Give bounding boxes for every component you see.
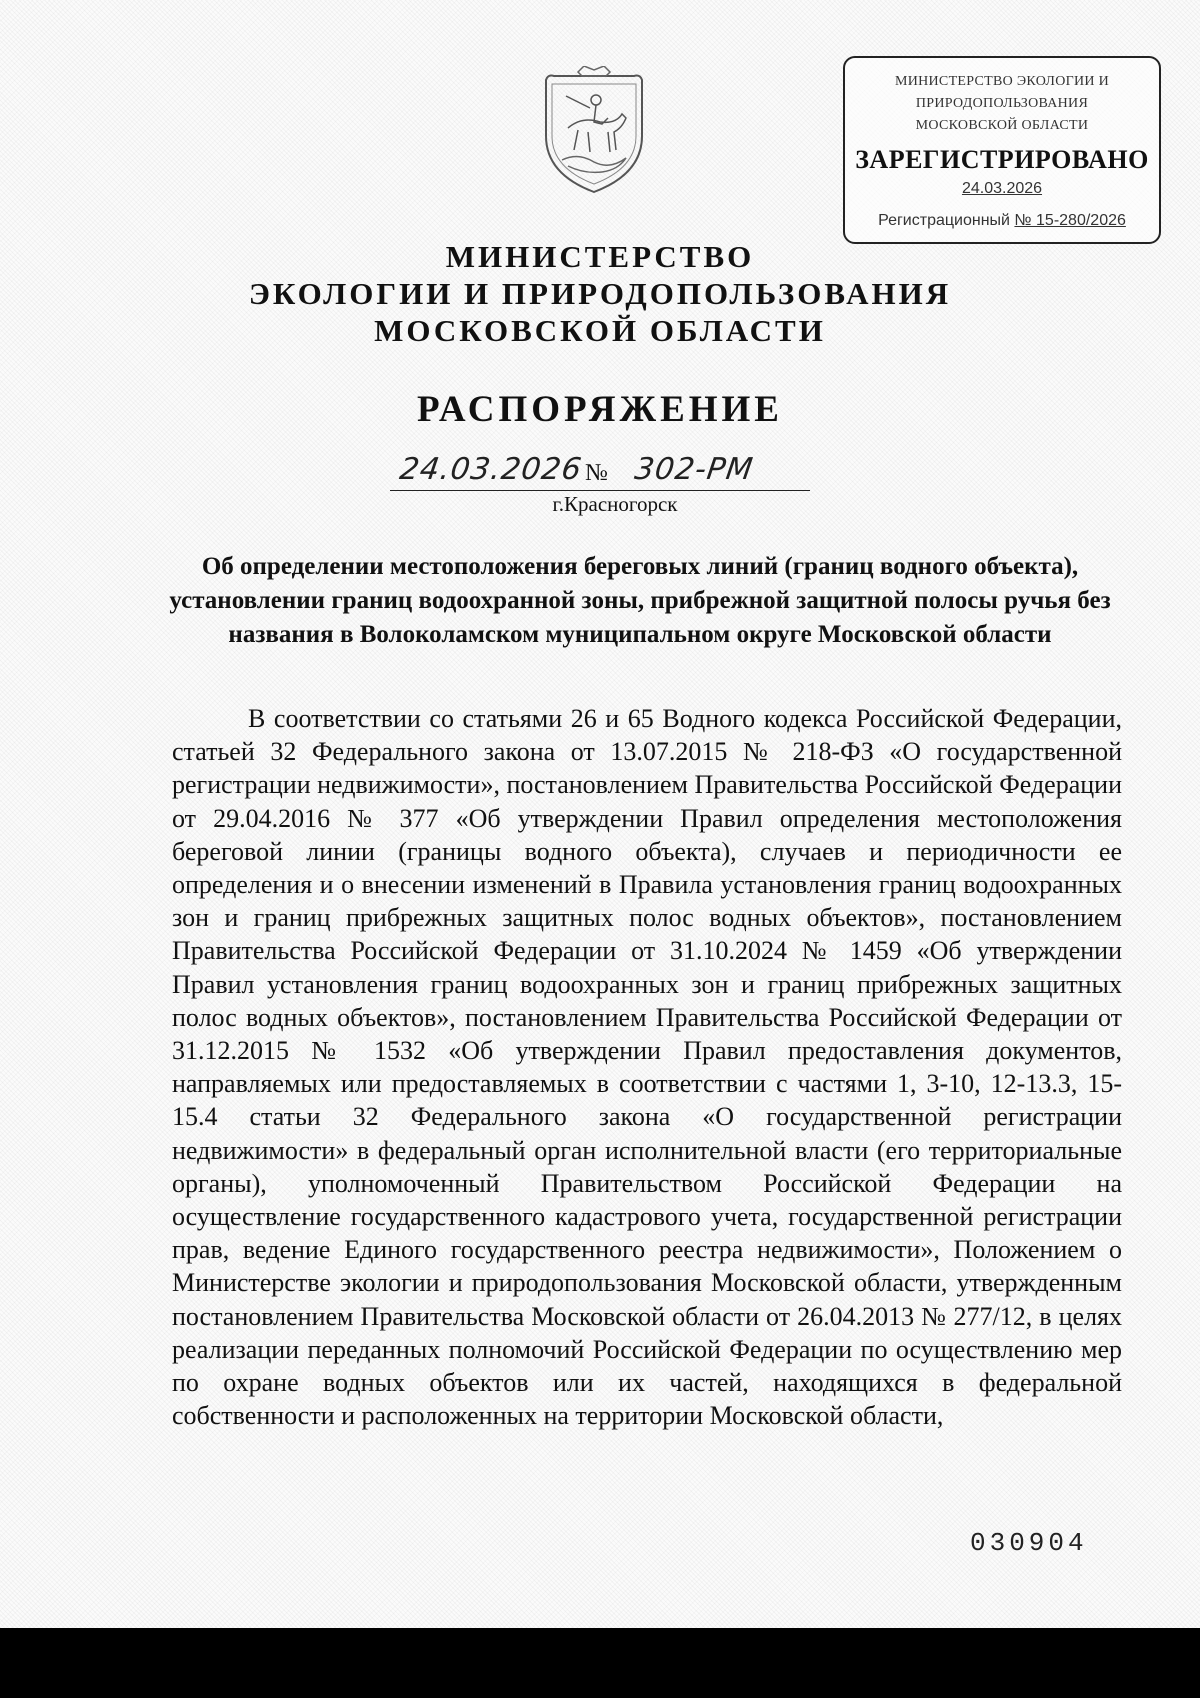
ministry-header bbox=[0, 238, 1200, 349]
stamp-org-line: МИНИСТЕРСТВО ЭКОЛОГИИ И bbox=[894, 74, 1110, 89]
stamp-org-line: ПРИРОДОПОЛЬЗОВАНИЯ bbox=[915, 96, 1089, 111]
ministry-line: МОСКОВСКОЙ ОБЛАСТИ bbox=[374, 313, 826, 348]
stamp-org-line: МОСКОВСКОЙ ОБЛАСТИ bbox=[915, 118, 1089, 133]
stamp-registration-row bbox=[845, 209, 1159, 233]
date-underline bbox=[390, 490, 810, 491]
registration-stamp bbox=[843, 56, 1161, 244]
stamp-reg-number: № 15-280/2026 bbox=[1014, 212, 1126, 229]
body-paragraph: В соответствии со статьями 26 и 65 Водного кодекса Российской Федерации, статьей 32 Федерального закона от 13.07.2015 № 218-ФЗ «О государственной регистрации недвижимости», постановлением Правительства Российской Федерации от 29.04.2016 № 377 «Об утверждении Правил определения местоположения береговой линии (границы водного объекта), случаев и периодичности ее определения и о внесении изменений в Правила установления границ водоохранных зон и границ прибрежных защитных полос водных объектов», постановлением Правительства Российской Федерации от 31.10.2024 № 1459 «Об утверждении Правил установления границ водоохранных зон и границ прибрежных защитных полос водных объектов», постановлением Правительства Российской Федерации от 31.12.2015 № 1532 «Об утверждении Правил предоставления документов, направляемых или предоставляемых в соответствии с частями 1, 3-10, 12-13.3, 15-15.4 статьи 32 Федерального закона «О государственной регистрации недвижимости» в федеральный орган исполнительной власти (его территориальные органы), уполномоченный Правительством Российской Федерации на осуществление государственного кадастрового учета, государственной регистрации прав, ведение Единого государственного реестра недвижимости», Положением о Министерстве экологии и природопользования Московской области, утвержденным постановлением Правительства Московской области от 26.04.2013 № 277/12, в целях реализации переданных полномочий Российской Федерации по осуществлению мер по охране водных объектов или их частей, находящихся в федеральной собственности и расположенных на территории Московской области, bbox=[172, 704, 1122, 1431]
scan-bottom-band bbox=[0, 1628, 1200, 1698]
document-type: РАСПОРЯЖЕНИЕ bbox=[416, 389, 783, 430]
stamp-status: ЗАРЕГИСТРИРОВАНО bbox=[855, 145, 1149, 174]
date-number-line bbox=[390, 450, 810, 496]
ministry-line: ЭКОЛОГИИ И ПРИРОДОПОЛЬЗОВАНИЯ bbox=[248, 276, 952, 311]
footer-code: 030904 bbox=[970, 1528, 1088, 1558]
handwritten-number: 302-РМ bbox=[632, 452, 756, 487]
handwritten-date: 24.03.2026 bbox=[397, 452, 585, 487]
stamp-reg-label: Регистрационный bbox=[878, 212, 1010, 229]
city: г.Красногорск bbox=[552, 492, 678, 516]
stamp-date-row bbox=[845, 177, 1159, 201]
number-sign: № bbox=[585, 460, 608, 486]
stamp-date: 24.03.2026 bbox=[961, 180, 1043, 197]
document-title: Об определении местоположения береговых линий (границ водного объекта), установлении границ водоохранной зоны, прибрежной защитной полосы ручья без названия в Волоколамском муниципальном округе Московской области bbox=[169, 553, 1111, 648]
ministry-line: МИНИСТЕРСТВО bbox=[445, 239, 755, 274]
coat-of-arms-emblem bbox=[538, 66, 650, 198]
